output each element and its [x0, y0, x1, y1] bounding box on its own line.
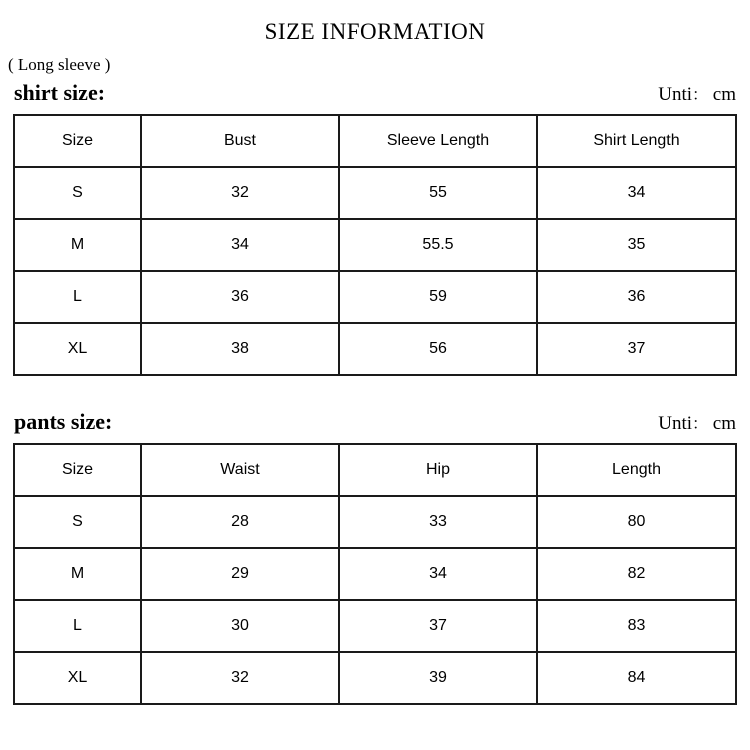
pants-size-table — [13, 443, 737, 705]
table-header-row — [14, 444, 736, 496]
cell-waist: 30 — [141, 600, 339, 652]
column-header: Waist — [141, 444, 339, 496]
cell-sleeve-length: 59 — [339, 271, 537, 323]
column-header: Bust — [141, 115, 339, 167]
pants-unit-value: cm — [712, 413, 736, 434]
column-header: Size — [14, 115, 141, 167]
cell-size: XL — [14, 323, 141, 375]
cell-size: S — [14, 496, 141, 548]
cell-bust: 32 — [141, 167, 339, 219]
cell-size: XL — [14, 652, 141, 704]
cell-waist: 29 — [141, 548, 339, 600]
shirt-size-title: shirt size: — [14, 80, 106, 105]
shirt-size-table — [13, 114, 737, 376]
pants-unit-label — [658, 411, 736, 435]
table-row — [14, 652, 736, 704]
pants-section-header — [0, 410, 750, 435]
table-header-row — [14, 115, 736, 167]
sleeve-note: ( Long sleeve ) — [8, 55, 111, 74]
cell-length: 84 — [537, 652, 736, 704]
cell-bust: 34 — [141, 219, 339, 271]
cell-waist: 32 — [141, 652, 339, 704]
column-header: Length — [537, 444, 736, 496]
table-row — [14, 496, 736, 548]
cell-hip: 39 — [339, 652, 537, 704]
cell-size: M — [14, 548, 141, 600]
cell-size: L — [14, 600, 141, 652]
cell-shirt-length: 36 — [537, 271, 736, 323]
shirt-size-section — [0, 81, 750, 376]
pants-size-title: pants size: — [14, 409, 113, 434]
cell-size: S — [14, 167, 141, 219]
table-row — [14, 600, 736, 652]
shirt-unit-text: Unti — [658, 84, 693, 105]
cell-sleeve-length: 55.5 — [339, 219, 537, 271]
cell-bust: 36 — [141, 271, 339, 323]
cell-shirt-length: 35 — [537, 219, 736, 271]
column-header: Size — [14, 444, 141, 496]
shirt-unit-value: cm — [712, 84, 736, 105]
cell-sleeve-length: 55 — [339, 167, 537, 219]
shirt-unit-colon: ： — [692, 85, 709, 104]
cell-hip: 37 — [339, 600, 537, 652]
table-row — [14, 219, 736, 271]
cell-bust: 38 — [141, 323, 339, 375]
cell-hip: 34 — [339, 548, 537, 600]
cell-shirt-length: 37 — [537, 323, 736, 375]
shirt-section-header — [0, 81, 750, 106]
cell-size: M — [14, 219, 141, 271]
pants-size-section — [0, 410, 750, 705]
shirt-unit-label — [658, 82, 736, 106]
cell-sleeve-length: 56 — [339, 323, 537, 375]
pants-unit-text: Unti — [658, 413, 693, 434]
section-spacer — [0, 376, 750, 410]
table-row — [14, 323, 736, 375]
cell-hip: 33 — [339, 496, 537, 548]
cell-length: 83 — [537, 600, 736, 652]
cell-size: L — [14, 271, 141, 323]
page-title: SIZE INFORMATION — [264, 19, 486, 44]
table-row — [14, 548, 736, 600]
pants-unit-colon: ： — [692, 414, 709, 433]
table-row — [14, 271, 736, 323]
table-row — [14, 167, 736, 219]
column-header: Hip — [339, 444, 537, 496]
cell-length: 82 — [537, 548, 736, 600]
cell-shirt-length: 34 — [537, 167, 736, 219]
column-header: Shirt Length — [537, 115, 736, 167]
cell-length: 80 — [537, 496, 736, 548]
column-header: Sleeve Length — [339, 115, 537, 167]
cell-waist: 28 — [141, 496, 339, 548]
